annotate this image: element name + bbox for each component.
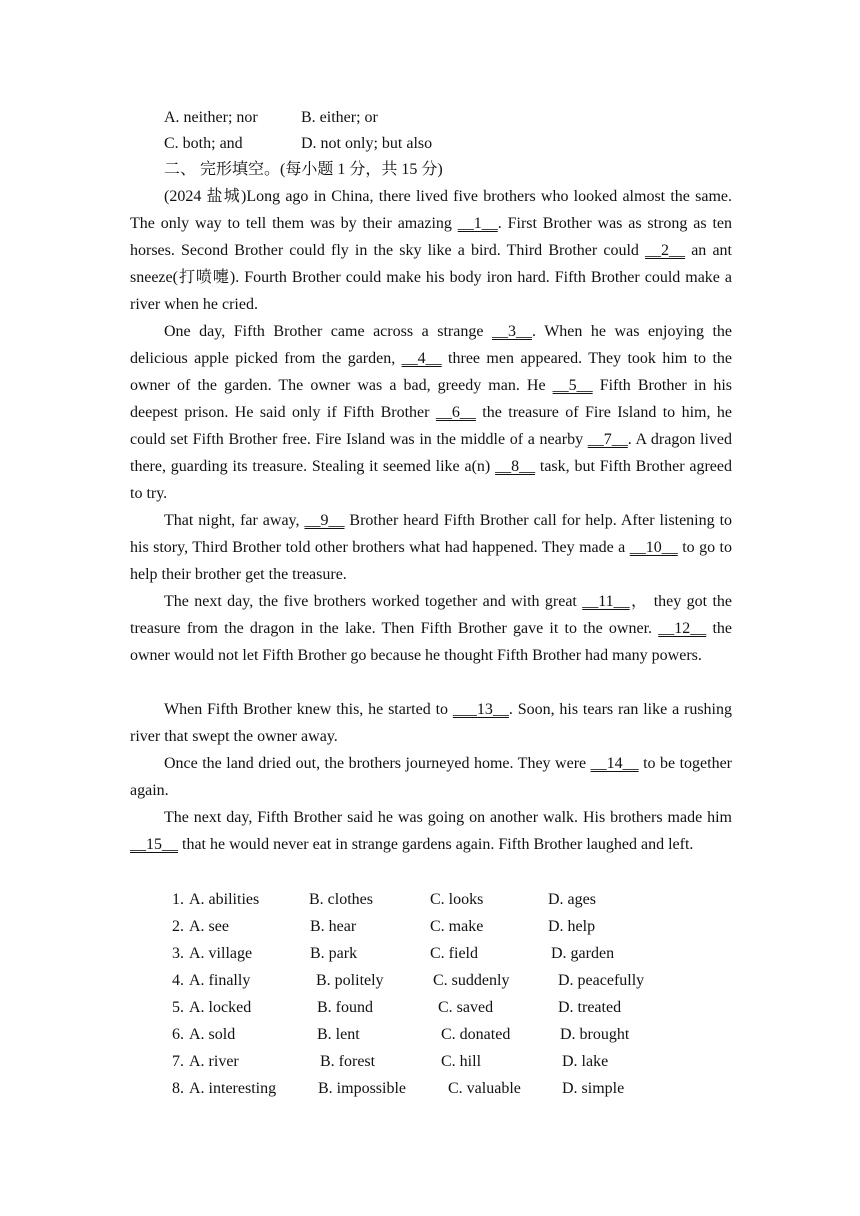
choice-option-b: B. clothes bbox=[309, 891, 373, 908]
choice-option-d: D. simple bbox=[562, 1080, 625, 1097]
choice-option-a: A. see bbox=[189, 918, 229, 935]
text-span: . A dragon lived there, guarding its treasure. Stealing it seemed like a(n) bbox=[130, 431, 732, 475]
text-span: to go to help their brother get the treasure. bbox=[130, 539, 732, 583]
text-span: Fifth Brother in his deepest prison. He said only if Fifth Brother bbox=[130, 377, 733, 421]
blank-9: __9__ bbox=[304, 512, 345, 529]
choice-number: 4. bbox=[172, 972, 184, 989]
text-span: The next day, the five brothers worked together and with great bbox=[164, 593, 583, 610]
passage-paragraph-2 bbox=[130, 318, 732, 507]
blank-12: __12__ bbox=[658, 620, 707, 637]
blank-8: __8__ bbox=[495, 458, 536, 475]
blank-15: __15__ bbox=[130, 836, 178, 853]
text-span: . First Brother was as strong as ten horses. Second Brother could fly in the sky like a bird. Third Brother could bbox=[130, 215, 732, 259]
choice-option-b: B. park bbox=[310, 945, 358, 962]
text-span: . Soon, his tears ran like a rushing river that swept the owner away. bbox=[130, 701, 733, 745]
choice-option-a: A. locked bbox=[189, 999, 252, 1016]
blank-4: __4__ bbox=[401, 350, 442, 367]
text-span: One day, Fifth Brother came across a strange bbox=[164, 323, 492, 340]
blank-1: __1__ bbox=[457, 215, 498, 232]
choice-number: 5. bbox=[172, 999, 184, 1016]
choice-option-d: D. lake bbox=[562, 1053, 609, 1070]
text-span: . When he was enjoying the delicious apple picked from the garden, bbox=[130, 323, 733, 367]
blank-6: __6__ bbox=[435, 404, 476, 421]
blank-10: __10__ bbox=[629, 539, 678, 556]
choice-option-a: A. abilities bbox=[189, 891, 260, 908]
blank-5: __5__ bbox=[552, 377, 593, 394]
choice-option-b: B. hear bbox=[310, 918, 357, 935]
passage-paragraph-5 bbox=[130, 696, 732, 750]
text-span: Brother heard Fifth Brother call for help. After listening to his story, Third Brother told other brothers what had happened. They made a bbox=[130, 512, 733, 556]
text-span: When Fifth Brother knew this, he started to bbox=[164, 701, 453, 718]
choice-option-c: C. field bbox=[430, 945, 478, 962]
choice-option-b: B. politely bbox=[316, 972, 384, 989]
choice-option-b: B. impossible bbox=[318, 1080, 407, 1097]
passage-paragraph-7 bbox=[130, 804, 732, 858]
text-span: the treasure of Fire Island to him, he could set Fifth Brother free. Fire Island was in the middle of a nearby bbox=[130, 404, 732, 448]
choice-option-d: D. treated bbox=[558, 999, 622, 1016]
passage-paragraph-4 bbox=[130, 588, 732, 669]
choice-option-c: C. make bbox=[430, 918, 484, 935]
prev-option-d: D. not only; but also bbox=[301, 135, 433, 152]
choice-option-b: B. found bbox=[317, 999, 373, 1016]
text-span: The next day, Fifth Brother said he was going on another walk. His brothers made him bbox=[164, 809, 732, 826]
text-span: that he would never eat in strange gardens again. Fifth Brother laughed and left. bbox=[178, 836, 694, 853]
choice-number: 3. bbox=[172, 945, 184, 962]
blank-2: __2__ bbox=[645, 242, 686, 259]
text-span: That night, far away, bbox=[164, 512, 305, 529]
text-span: ， they got the treasure from the dragon in the lake. Then Fifth Brother gave it to the owner. bbox=[130, 593, 733, 637]
choice-option-d: D. brought bbox=[560, 1026, 630, 1043]
blank-13: ___13__ bbox=[452, 701, 509, 718]
choice-option-c: C. suddenly bbox=[433, 972, 510, 989]
choice-option-d: D. help bbox=[548, 918, 596, 935]
section-heading: 二、 完形填空。(每小题 1 分，共 15 分) bbox=[164, 161, 443, 178]
text-span: three men appeared. They took him to the owner of the garden. The owner was a bad, greedy man. He bbox=[130, 350, 732, 394]
prev-option-a: A. neither; nor bbox=[164, 109, 258, 126]
text-span: the owner would not let Fifth Brother go because he thought Fifth Brother had many powers. bbox=[130, 620, 733, 664]
choice-number: 2. bbox=[172, 918, 184, 935]
choice-option-c: C. hill bbox=[441, 1053, 482, 1070]
blank-7: __7__ bbox=[587, 431, 628, 448]
choice-option-b: B. forest bbox=[320, 1053, 376, 1070]
text-span: task, but Fifth Brother agreed to try. bbox=[130, 458, 733, 502]
text-span: Once the land dried out, the brothers journeyed home. They were bbox=[164, 755, 591, 772]
choice-number: 1. bbox=[172, 891, 184, 908]
text-span: an ant sneeze(打喷嚏). Fourth Brother could make his body iron hard. Fifth Brother could make a river when he cried. bbox=[130, 242, 732, 313]
passage-paragraph-1 bbox=[130, 183, 732, 318]
choice-option-a: A. river bbox=[189, 1053, 239, 1070]
text-span: to be together again. bbox=[130, 755, 733, 799]
choice-number: 6. bbox=[172, 1026, 184, 1043]
choice-option-c: C. donated bbox=[441, 1026, 511, 1043]
choice-option-d: D. peacefully bbox=[558, 972, 645, 989]
choice-option-a: A. village bbox=[189, 945, 253, 962]
choice-option-d: D. garden bbox=[551, 945, 615, 962]
passage-paragraph-3 bbox=[130, 507, 732, 588]
blank-11: __11__ bbox=[582, 593, 630, 610]
choice-option-a: A. interesting bbox=[189, 1080, 277, 1097]
prev-option-b: B. either; or bbox=[301, 109, 378, 126]
choice-option-a: A. finally bbox=[189, 972, 251, 989]
blank-14: __14__ bbox=[590, 755, 639, 772]
choice-number: 8. bbox=[172, 1080, 184, 1097]
choice-option-c: C. looks bbox=[430, 891, 484, 908]
choice-option-c: C. valuable bbox=[448, 1080, 521, 1097]
prev-option-c: C. both; and bbox=[164, 135, 243, 152]
choice-option-a: A. sold bbox=[189, 1026, 236, 1043]
choice-option-d: D. ages bbox=[548, 891, 596, 908]
choice-option-b: B. lent bbox=[317, 1026, 360, 1043]
blank-3: __3__ bbox=[491, 323, 532, 340]
choice-option-c: C. saved bbox=[438, 999, 494, 1016]
passage-paragraph-6 bbox=[130, 750, 732, 804]
text-span: (2024 盐城)Long ago in China, there lived five brothers who looked almost the same. The only way to tell them was by their amazing bbox=[130, 188, 732, 232]
choice-number: 7. bbox=[172, 1053, 184, 1070]
